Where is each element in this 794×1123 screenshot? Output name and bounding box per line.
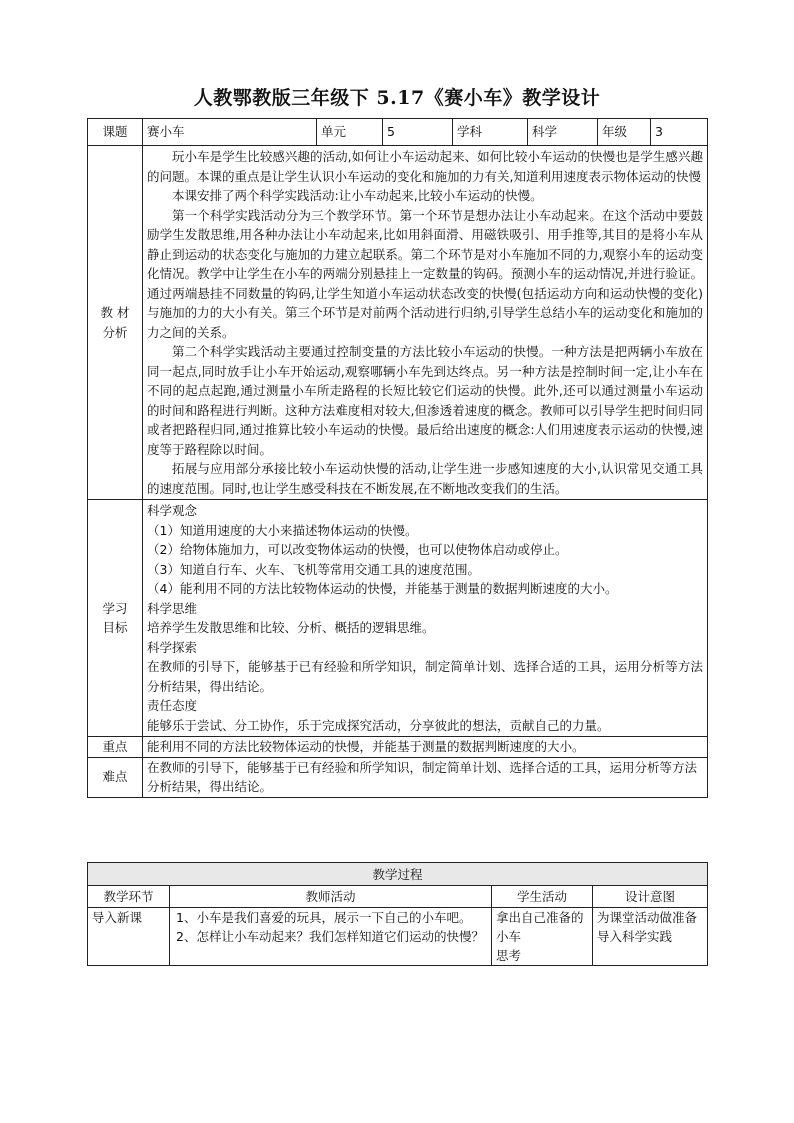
analysis-paragraph: 拓展与应用部分承接比较小车运动快慢的活动,让学生进一步感知速度的大小,认识常见交通工具的速度范围。同时,也让学生感受科技在不断发展,在不断地改变我们的生活。	[147, 461, 703, 496]
page-title: 人教鄂教版三年级下 5.17《赛小车》教学设计	[193, 87, 601, 109]
course-label: 课题	[88, 119, 143, 146]
student-activity-line: 思考	[496, 948, 522, 963]
difficulty-label: 难点	[88, 757, 143, 797]
analysis-paragraph: 第二个科学实践活动主要通过控制变量的方法比较小车运动的快慢。一种方法是把两辆小车放在同一起点,同时放手让小车开始运动,观察哪辆小车先到达终点。另一种方法是控制时间一定,让小车在不同的起点起跑,通过测量小车所走路程的长短比较它们运动的快慢。此外,还可以通过测量小车运动的时间和路程进行判断。这种方法难度相对较大,但渗透着速度的概念。教师可以引导学生把时间归同或者把路程归同,通过推算比较小车运动的快慢。最后给出速度的概念:人们用速度表示运动的快慢,速度等于路程除以时间。	[147, 344, 703, 457]
grade-label: 年级	[598, 119, 651, 146]
analysis-content	[143, 146, 708, 500]
course-value: 赛小车	[143, 119, 317, 146]
column-header: 教师活动	[170, 886, 492, 908]
key-point-row	[88, 737, 708, 758]
objective-item: 在教师的引导下，能够基于已有经验和所学知识，制定简单计划、选择合适的工具，运用分析等方法分析结果，得出结论。	[147, 659, 703, 694]
design-intent-cell	[593, 908, 708, 966]
objectives-row	[88, 500, 708, 737]
subject-value: 科学	[528, 119, 598, 146]
teacher-activity-cell	[170, 908, 492, 966]
subject-label: 学科	[453, 119, 528, 146]
objective-item: （3）知道自行车、火车、飞机等常用交通工具的速度范围。	[147, 561, 480, 577]
process-header-row	[88, 886, 708, 908]
objective-heading: 科学观念	[147, 503, 198, 518]
column-header: 教学环节	[88, 886, 170, 908]
objective-heading: 科学思维	[147, 600, 198, 616]
table-row	[88, 908, 708, 966]
analysis-label: 教 材 分析	[88, 146, 143, 500]
process-table	[87, 862, 708, 966]
process-title-row	[88, 863, 708, 886]
key-point-text: 能利用不同的方法比较物体运动的快慢，并能基于测量的数据判断速度的大小。	[143, 737, 708, 758]
analysis-paragraph: 本课安排了两个科学实践活动:让小车动起来,比较小车运动的快慢。	[172, 188, 543, 203]
difficulty-text: 在教师的引导下，能够基于已有经验和所学知识，制定简单计划、选择合适的工具，运用分析等方法分析结果，得出结论。	[143, 757, 708, 797]
key-point-label: 重点	[88, 737, 143, 758]
analysis-paragraph: 第一个科学实践活动分为三个教学环节。第一个环节是想办法让小车动起来。在这个活动中要鼓励学生发散思维,用各种办法让小车动起来,比如用斜面滑、用磁铁吸引、用手推等,其目的是将小车从静止到运动的状态变化与施加的力建立起联系。第二个环节是对小车施加不同的力,观察小车的运动变化情况。教学中让学生在小车的两端分别悬挂上一定数量的钩码。预测小车的运动情况,并进行验证。通过两端悬挂不同数量的钩码,让学生知道小车运动状态改变的快慢(包括运动方向和运动快慢的变化)与施加的力的大小有关。第三个环节是对前两个活动进行归纳,引导学生总结小车的运动变化和施加的力之间的关系。	[147, 207, 703, 340]
objectives-label: 学习 目标	[88, 500, 143, 737]
objective-item: （1）知道用速度的大小来描述物体运动的快慢。	[147, 522, 418, 538]
lesson-info-table	[87, 118, 708, 798]
objective-item: 能够乐于尝试、分工协作，乐于完成探究活动，分享彼此的想法，贡献自己的力量。	[147, 717, 610, 733]
unit-label: 单元	[317, 119, 383, 146]
process-title: 教学过程	[88, 863, 708, 886]
objective-item: （2）给物体施加力，可以改变物体运动的快慢，也可以使物体启动或停止。	[147, 542, 568, 557]
stage-cell: 导入新课	[88, 908, 170, 966]
objective-heading: 责任态度	[147, 698, 198, 713]
objectives-content	[143, 500, 708, 737]
design-intent-line: 导入科学实践	[597, 929, 673, 944]
design-intent-line: 为课堂活动做准备	[597, 910, 698, 925]
header-row	[88, 119, 708, 146]
analysis-paragraph: 玩小车是学生比较感兴趣的活动,如何让小车运动起来、如何比较小车运动的快慢也是学生感兴趣的问题。本课的重点是让学生认识小车运动的变化和施加的力有关,知道利用速度表示物体运动的快慢	[147, 149, 703, 184]
objective-item: 培养学生发散思维和比较、分析、概括的逻辑思维。	[147, 620, 435, 635]
unit-value: 5	[383, 119, 453, 146]
difficulty-row	[88, 757, 708, 797]
teacher-activity-line: 2、怎样让小车动起来？我们怎样知道它们运动的快慢？	[176, 929, 484, 944]
grade-value: 3	[651, 119, 708, 146]
objective-item: （4）能利用不同的方法比较物体运动的快慢，并能基于测量的数据判断速度的大小。	[147, 581, 618, 596]
student-activity-line: 拿出自己准备的小车	[496, 910, 584, 944]
analysis-row	[88, 146, 708, 500]
teacher-activity-line: 1、小车是我们喜爱的玩具，展示一下自己的小车吧。	[176, 910, 472, 925]
objective-heading: 科学探索	[147, 639, 198, 655]
student-activity-cell	[492, 908, 593, 966]
column-header: 设计意图	[593, 886, 708, 908]
column-header: 学生活动	[492, 886, 593, 908]
